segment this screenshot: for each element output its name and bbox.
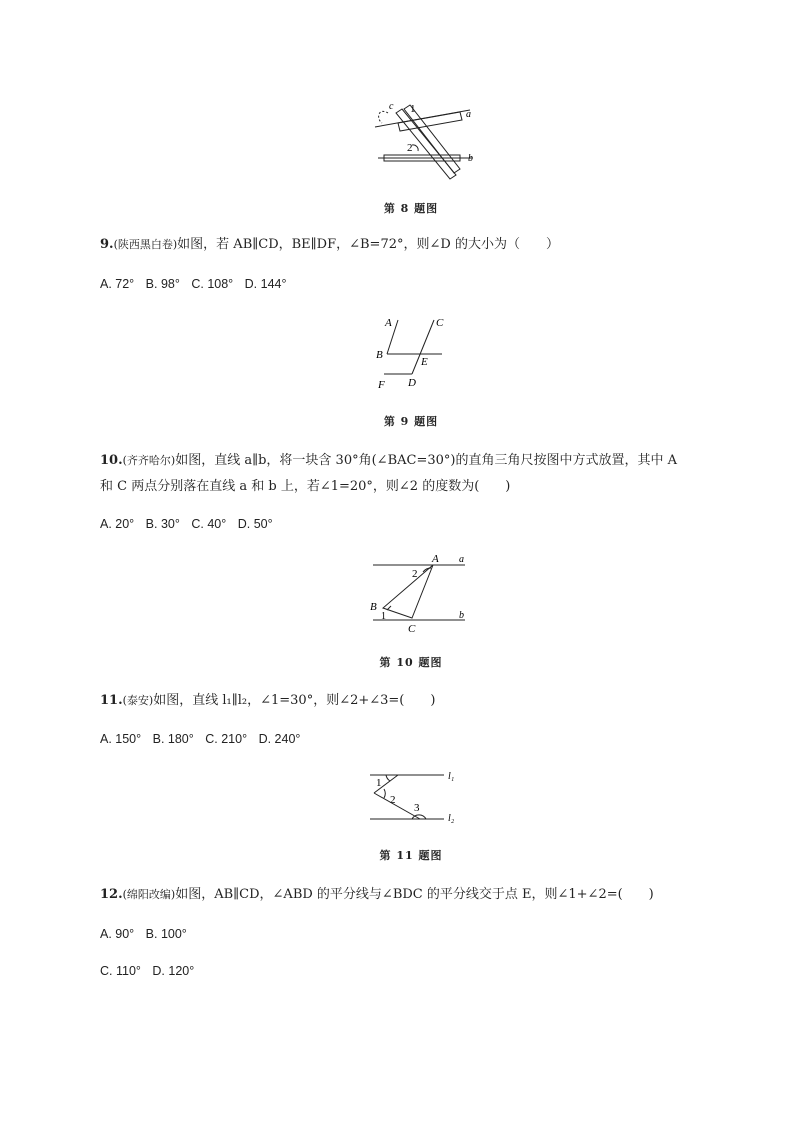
question-10-line2 xyxy=(100,477,510,497)
fig10-label-1: 1 xyxy=(381,611,386,622)
q10-option-c[interactable]: C. 40° xyxy=(191,517,227,531)
q12-options-row1 xyxy=(100,927,195,941)
fig10-label-2: 2 xyxy=(412,568,418,580)
figure-8 xyxy=(360,95,480,185)
fig9-label-D: D xyxy=(408,377,416,389)
q10-option-a[interactable]: A. 20° xyxy=(100,517,135,531)
figure-11 xyxy=(362,765,467,827)
fig9-label-C: C xyxy=(436,317,444,329)
fig10-label-C: C xyxy=(408,623,416,635)
q10-options xyxy=(100,517,281,531)
q10-source: (齐齐哈尔) xyxy=(122,454,176,467)
q9-number: 9. xyxy=(100,237,114,252)
fig8-label-b: b xyxy=(468,153,473,164)
q9-option-b[interactable]: B. 98° xyxy=(145,277,180,291)
q12-number: 12. xyxy=(100,887,123,902)
q10-option-b[interactable]: B. 30° xyxy=(145,517,180,531)
q9-options xyxy=(100,277,294,291)
question-10-line1 xyxy=(100,451,677,471)
fig10-label-A: A xyxy=(432,553,439,565)
fig9-caption: 第 9 题图 xyxy=(383,415,439,428)
q12-options-row2 xyxy=(100,964,202,978)
fig11-label-l2: l₂ xyxy=(448,813,455,824)
q11-number: 11. xyxy=(100,693,123,708)
q12-option-a[interactable]: A. 90° xyxy=(100,927,135,941)
fig9-label-B: B xyxy=(376,349,383,361)
q11-option-a[interactable]: A. 150° xyxy=(100,732,142,746)
fig9-label-E: E xyxy=(421,356,428,368)
q12-source: (绵阳改编) xyxy=(122,888,176,901)
q10-text-line2: 和 C 两点分别落在直线 a 和 b 上，若∠1=20°，则∠2 的度数为( ) xyxy=(100,479,511,494)
q9-source: (陕西黑白卷) xyxy=(113,238,178,251)
q9-text: 如图，若 AB∥CD，BE∥DF，∠B=72°，则∠D 的大小为（ ） xyxy=(177,237,559,252)
fig8-label-1: 1 xyxy=(410,103,416,115)
q12-option-b[interactable]: B. 100° xyxy=(145,927,187,941)
question-12 xyxy=(100,885,654,905)
fig8-label-a: a xyxy=(466,109,471,120)
q9-option-c[interactable]: C. 108° xyxy=(191,277,234,291)
figure-9 xyxy=(370,312,460,392)
q12-text: 如图，AB∥CD，∠ABD 的平分线与∠BDC 的平分线交于点 E，则∠1+∠2=( ) xyxy=(175,887,654,902)
q9-option-d[interactable]: D. 144° xyxy=(244,277,287,291)
fig9-label-F: F xyxy=(378,379,385,391)
q11-source: (泰安) xyxy=(122,694,154,707)
fig8-caption: 第 8 题图 xyxy=(383,202,439,215)
q10-option-d[interactable]: D. 50° xyxy=(237,517,273,531)
fig11-label-2: 2 xyxy=(390,794,396,806)
q9-option-a[interactable]: A. 72° xyxy=(100,277,135,291)
q10-number: 10. xyxy=(100,453,123,468)
fig11-label-1: 1 xyxy=(376,777,382,789)
question-9 xyxy=(100,235,559,255)
fig11-label-l1: l₁ xyxy=(448,771,455,782)
question-11 xyxy=(100,691,435,711)
fig11-label-3: 3 xyxy=(414,802,420,814)
fig10-label-B: B xyxy=(370,601,377,613)
fig8-label-c: c xyxy=(389,101,394,112)
q11-text: 如图，直线 l₁∥l₂，∠1=30°，则∠2+∠3=( ) xyxy=(153,693,436,708)
fig10-label-a: a xyxy=(459,554,464,565)
figure-10 xyxy=(365,550,475,635)
fig8-label-2: 2 xyxy=(407,142,413,154)
fig9-label-A: A xyxy=(385,317,392,329)
q12-option-d[interactable]: D. 120° xyxy=(152,964,195,978)
q12-option-c[interactable]: C. 110° xyxy=(100,964,141,978)
q10-text-line1: 如图，直线 a∥b，将一块含 30°角(∠BAC=30°)的直角三角尺按图中方式放置，其中 A xyxy=(175,453,677,468)
fig10-caption: 第 10 题图 xyxy=(379,656,443,669)
q11-option-c[interactable]: C. 210° xyxy=(205,732,248,746)
q11-option-b[interactable]: B. 180° xyxy=(152,732,194,746)
q11-option-d[interactable]: D. 240° xyxy=(258,732,301,746)
fig10-label-b: b xyxy=(459,610,464,621)
fig11-caption: 第 11 题图 xyxy=(379,849,443,862)
q11-options xyxy=(100,732,308,746)
